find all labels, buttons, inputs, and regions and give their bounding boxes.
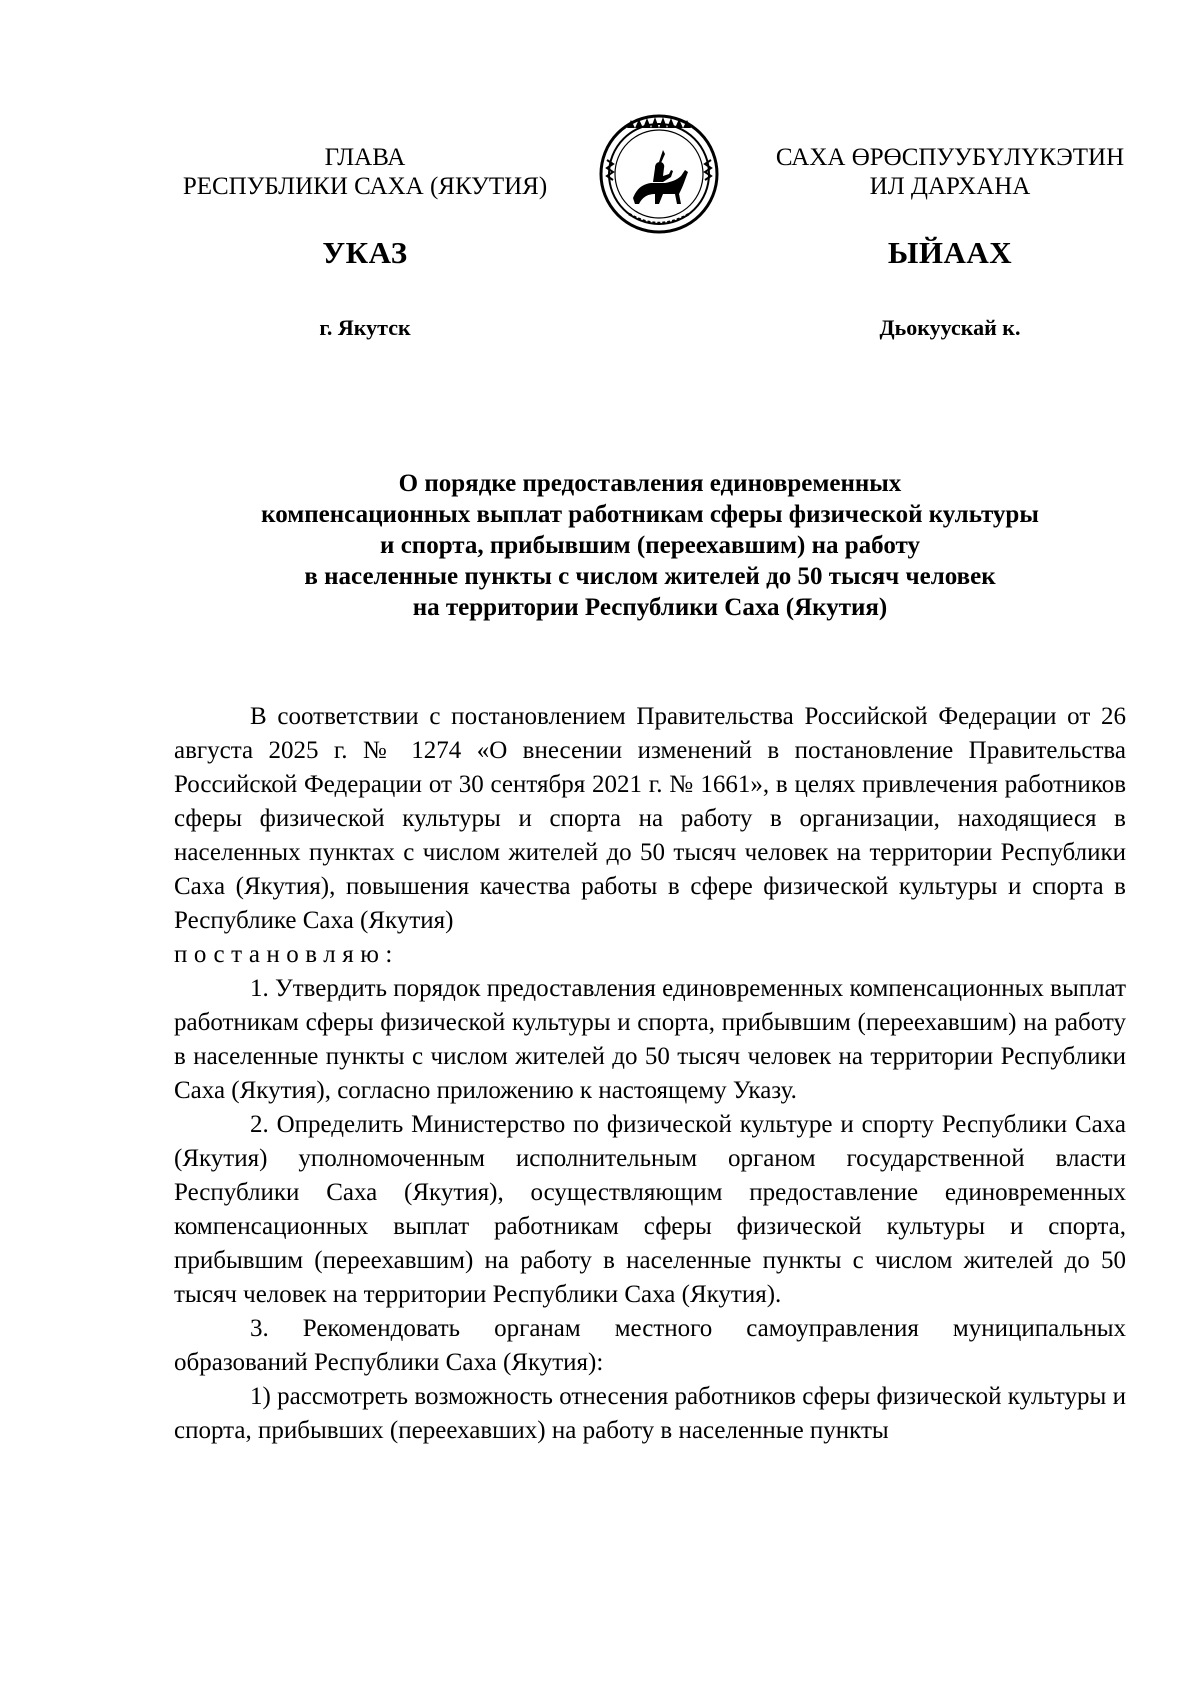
title-line: в населенные пункты с числом жителей до 50 тысяч человек bbox=[304, 563, 996, 590]
coat-of-arms-emblem-icon bbox=[593, 110, 725, 238]
document-body bbox=[174, 700, 1126, 1448]
item-3-paragraph: 3. Рекомендовать органам местного самоуправления муниципальных образований Республики Саха (Якутия): bbox=[174, 1315, 1126, 1376]
issuer-line-1: ГЛАВА bbox=[324, 144, 406, 171]
title-line: и спорта, прибывшим (переехавшим) на работу bbox=[380, 532, 920, 559]
decree-label-russian: УКАЗ bbox=[322, 235, 408, 270]
title-line: на территории Республики Саха (Якутия) bbox=[412, 594, 888, 621]
issuer-title-russian bbox=[140, 143, 590, 201]
document-title bbox=[150, 468, 1150, 623]
title-line: О порядке предоставления единовременных bbox=[398, 470, 902, 497]
item-3-1-paragraph: 1) рассмотреть возможность отнесения работников сферы физической культуры и спорта, прибывших (переехавших) на работу в населенные пункты bbox=[174, 1383, 1126, 1444]
item-2-paragraph: 2. Определить Министерство по физической культуре и спорту Республики Саха (Якутия) уполномоченным исполнительным органом государственной власти Республики Саха (Якутия), осуществляющим предоставление единовременных компенсационных выплат работникам сферы физической культуры и спорта, прибывшим (переехавшим) на работу в населенные пункты с числом жителей до 50 тысяч человек на территории Республики Саха (Якутия). bbox=[174, 1111, 1126, 1308]
city-sakha: Дьокуускай к. bbox=[879, 315, 1021, 340]
resolve-word: постановляю: bbox=[174, 941, 399, 968]
issuer-title-sakha bbox=[750, 143, 1150, 201]
city-russian: г. Якутск bbox=[319, 315, 411, 340]
title-line: компенсационных выплат работникам сферы физической культуры bbox=[261, 501, 1039, 528]
issuer-line-2: РЕСПУБЛИКИ САХА (ЯКУТИЯ) bbox=[182, 173, 548, 200]
issuer-line-sakha-1: САХА ӨРӨСПУУБҮЛҮКЭТИН bbox=[775, 144, 1125, 171]
decree-label-sakha: ЫЙААХ bbox=[887, 235, 1013, 270]
item-1-paragraph: 1. Утвердить порядок предоставления единовременных компенсационных выплат работникам сферы физической культуры и спорта, прибывшим (переехавшим) на работу в населенные пункты с числом жителей до 50 тысяч человек на территории Республики Саха (Якутия), согласно приложению к настоящему Указу. bbox=[174, 975, 1127, 1104]
preamble-paragraph: В соответствии с постановлением Правительства Российской Федерации от 26 августа 2025 г. № 1274 «О внесении изменений в постановление Правительства Российской Федерации от 30 сентября 2021 г. № 1661», в целях привлечения работников сферы физической культуры и спорта на работу в организации, находящиеся в населенных пунктах с числом жителей до 50 тысяч человек на территории Республики Саха (Якутия), повышения качества работы в сфере физической культуры и спорта в Республике Саха (Якутия) bbox=[174, 703, 1126, 934]
issuer-line-sakha-2: ИЛ ДАРХАНА bbox=[869, 173, 1031, 200]
